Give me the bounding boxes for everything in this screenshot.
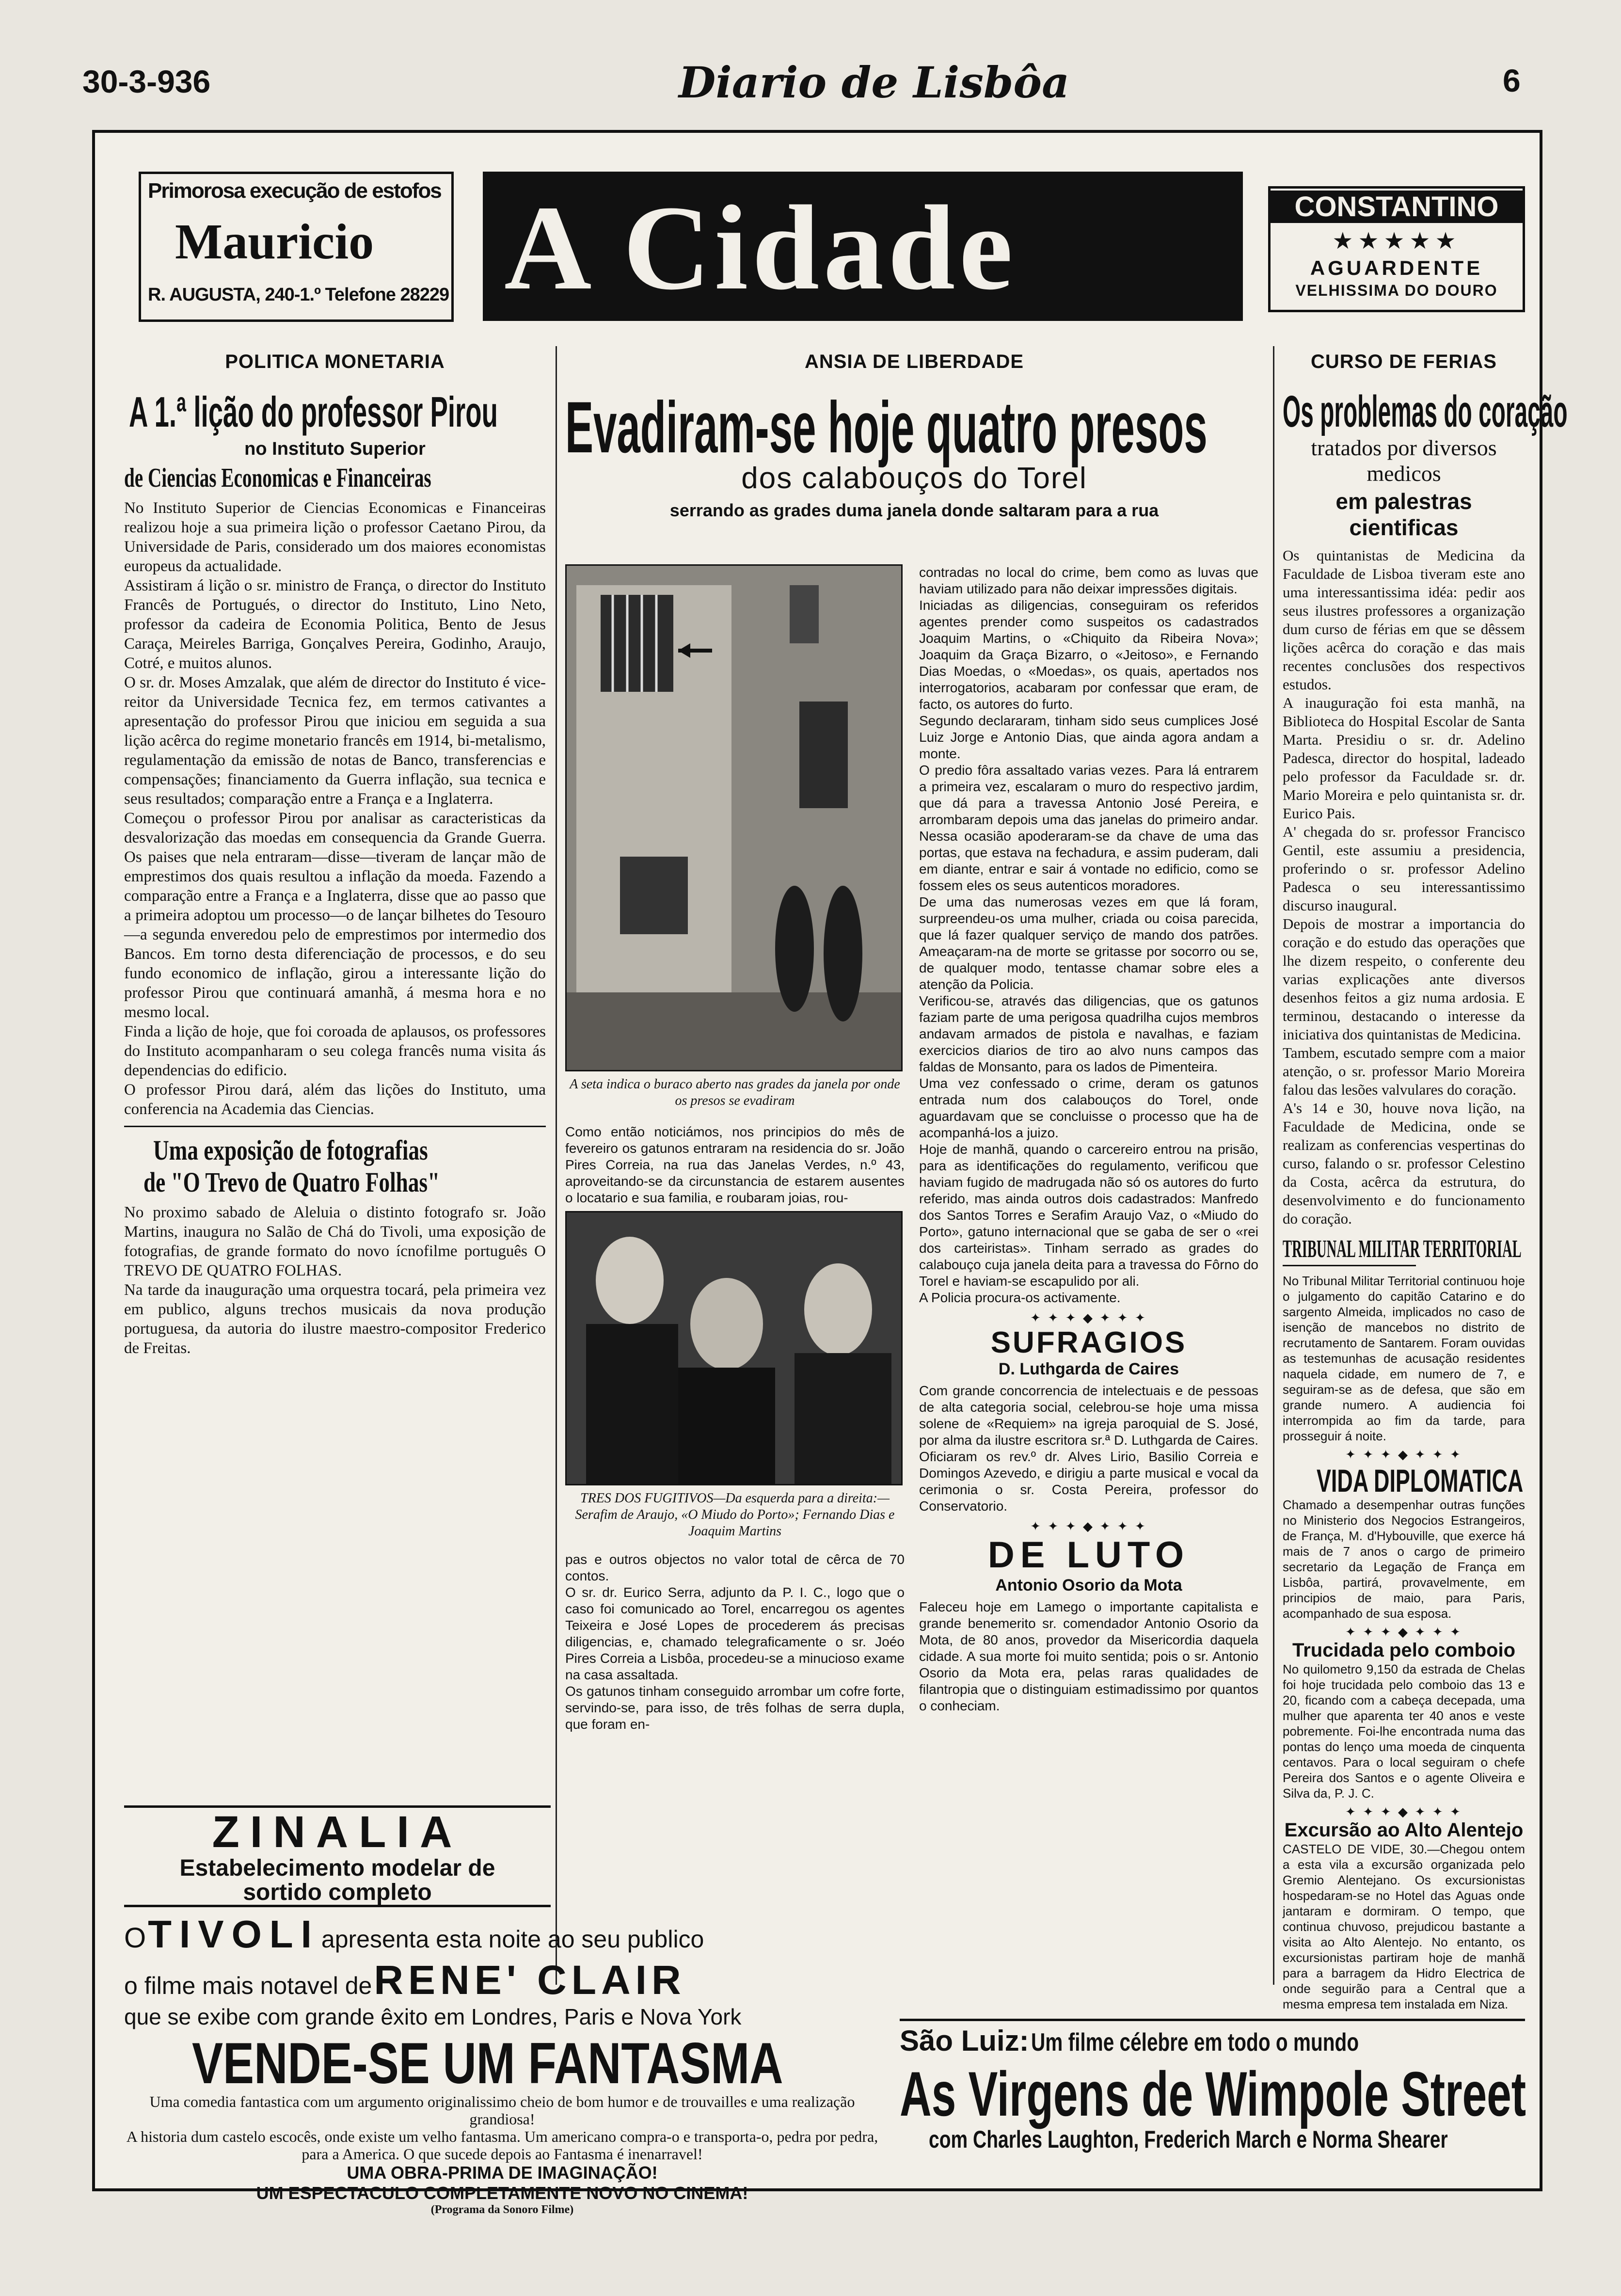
section-label: POLITICA MONETARIA <box>225 351 445 372</box>
excursao-title: Excursão ao Alto Alentejo <box>1284 1819 1524 1841</box>
body-paragraph: Faleceu hoje em Lamego o importante capitalista e grande benemerito sr. comendador Antonio Osorio da Mota, de 80 anos, provedor da Misericordia daquela cidade. A sua morte foi muito sentida; pois o sr. Antonio Osorio da Mota era, pelas raras qualidades de filantropia que o distinguiam estimadissimo por quantos o conheciam. <box>919 1599 1258 1713</box>
mauricio-ad-line1: Primorosa execução de estofos <box>148 179 441 203</box>
zinalia-ad-name: ZINALIA <box>212 1807 463 1857</box>
tivoli-line1-o: O <box>124 1922 146 1954</box>
body-paragraph: Chamado a desempenhar outras funções no Ministerio dos Negocios Estrangeiros, de França, M. d'Hybouville, que exerce há mais de 7 anos o cargo de primeiro secretario da Legação de França em Lisbôa, partirá, provavelmente, em principios de maio, para Paris, acompanhado de sua esposa. <box>1283 1498 1525 1621</box>
body-paragraph: Os gatunos tinham conseguido arrombar um cofre forte, servindo-se, para isso, de três folhas de serra dupla, que foram en- <box>565 1684 905 1732</box>
section-label: ANSIA DE LIBERDADE <box>804 351 1024 372</box>
section-title: A Cidade <box>504 181 1017 315</box>
tribunal-title: TRIBUNAL MILITAR TERRITORIAL <box>1283 1235 1416 1266</box>
body-paragraph: A inauguração foi esta manhã, na Biblioteca do Hospital Escolar de Santa Marta. Presidiu o sr. dr. Adelino Padesca, director do hospital, ladeado pelo professor da Faculdade sr. dr. Mario Moreira e pelo quintanista sr. dr. Eurico Pais. <box>1283 694 1525 822</box>
tivoli-line2-text: o filme mais notavel de <box>124 1972 372 1999</box>
body-paragraph: Segundo declararam, tinham sido seus cumplices José Luiz Jorge e Antonio Dias, que ainda agora andam a monte. <box>919 713 1258 761</box>
body-paragraph: O sr. dr. Eurico Serra, adjunto da P. I. C., logo que o caso foi comunicado ao Torel, encarregou os agentes Teixeira e José Lopes de procederem ás precisas diligencias, e, chamado telegraficamente o sr. Joéo Pires Correia a Lisbôa, procedeu-se a minucioso exame na casa assaltada. <box>565 1585 905 1682</box>
ornament-divider: ✦ ✦ ✦ ◆ ✦ ✦ ✦ <box>1345 1805 1462 1819</box>
article-left-column <box>565 564 905 1733</box>
body-paragraph: Assistiram á lição o sr. ministro de França, o director do Instituto Francês de Portugués, o director do Instituto, Lino Neto, professor da cadeira de Economia Politica, Bento de Jesus Caraça, Meireles Barriga, Gonçalves Pereira, Godinho, Araujo, Cotré, e muitos alunos. <box>124 577 546 672</box>
body-paragraph: O professor Pirou dará, além das lições do Instituto, uma conferencia na Academia das Ciencias. <box>124 1081 546 1118</box>
constantino-ad-name: CONSTANTINO <box>1271 191 1523 223</box>
ornament-divider: ✦ ✦ ✦ ◆ ✦ ✦ ✦ <box>1345 1448 1462 1462</box>
body-paragraph: A's 14 e 30, houve nova lição, na Faculdade de Medicina, onde se realizam as conferencias vespertinas do curso, falando o sr. professor Celestino da Costa, acêrca da estrutura, do desenvolvimento e do funcionamento do coração. <box>1283 1100 1525 1227</box>
constantino-ad <box>1268 186 1525 312</box>
body-paragraph: De uma das numerosas vezes em que lá foram, surpreendeu-os uma mulher, criada ou coisa parecida, que lá fazer qualquer serviço de mando dos patrões. Ameaçaram-na de morte se gritasse por socorro ou se, de qualquer modo, tentasse chamar sobre eles a atenção da Policia. <box>919 894 1258 992</box>
luto-subtitle: Antonio Osorio da Mota <box>995 1576 1182 1594</box>
headline: A 1.ª lição do professor Pirou <box>129 388 498 436</box>
mauricio-ad <box>139 172 454 322</box>
vida-diplomatica-title: VIDA DIPLOMATICA <box>1317 1463 1524 1499</box>
tivoli-desc-4: UM ESPECTACULO COMPLETAMENTE NOVO NO CINEMA! <box>256 2183 748 2203</box>
fugitives-photo <box>565 1211 903 1485</box>
headline: Evadiram-se hoje quatro presos <box>565 386 1208 468</box>
tivoli-line2 <box>124 1957 880 2004</box>
saoluiz-name: São Luiz: <box>900 2025 1029 2057</box>
section-label: CURSO DE FERIAS <box>1311 351 1497 372</box>
zinalia-ad-line1: Estabelecimento modelar de <box>179 1855 495 1881</box>
body-paragraph: A Policia procura-os activamente. <box>919 1290 1121 1305</box>
body-paragraph: Na tarde da inauguração uma orquestra tocará, pela primeira vez em publico, alguns trechos musicais da nova produção portuguesa, da autoria do ilustre maestro-compositor Frederico de Freitas. <box>124 1281 546 1357</box>
saoluiz-film-title: As Virgens de Wimpole Street <box>900 2058 1526 2129</box>
body-paragraph: Começou o professor Pirou por analisar as caracteristicas da desvalorização das moedas em consequencia da Grande Guerra. Os paises que nela entraram—disse—tiveram de lançar mão de emprestimos dos quais resultou a inflação da moeda. Fazendo a comparação entre a França e a Inglaterra, disse que ao passo que a primeira adoptou um processo—o de lançar bilhetes do Tesouro—a segunda enveredou pelo de emprestimos por intermedio dos Bancos. Em torno desta diferenciação de processos, e do seu fundo economico de inflação, girou a interessante lição do professor Pirou que continuará amanhã, á mesma hora e no mesmo local. <box>124 810 546 1021</box>
subheadline-1: no Instituto Superior <box>244 439 426 459</box>
body-paragraph: Com grande concorrencia de intelectuais e de pessoas de alta categoria social, celebrou-se hoje uma missa solene de «Requiem» na igreja paroquial de S. José, por alma da ilustre escritora sr.ª D. Luthgarda de Caires. Oficiaram os rev.º dr. Alves Lirio, Basilio Correia e Domingos Azevedo, e dirigiu a parte musical e vocal da cerimonia o sr. Costa Pereira, professor do Conservatorio. <box>919 1383 1258 1514</box>
body-paragraph: Uma vez confessado o crime, deram os gatunos entrada num dos calabouços do Torel, onde aguardavam que se concluisse o processo que ha de acompanhá-los a juizo. <box>919 1076 1258 1140</box>
body-paragraph: O predio fôra assaltado varias vezes. Para lá entrarem a primeira vez, escalaram o muro do respectivo jardim, que dá para a travessa Antonio José Pereira, e arrombaram depois uma das janelas do primeiro andar. Nessa ocasião apoderaram-se da chave de uma das portas, que estava na fechadura, e assim puderam, dali em diante, entrar e sair á vontade no edificio, como se fossem eles os seus autenticos moradores. <box>919 763 1258 893</box>
mauricio-ad-address: R. AUGUSTA, 240-1.º Telefone 28229 <box>148 285 449 305</box>
issue-date: 30-3-936 <box>82 64 211 99</box>
body-paragraph: A' chegada do sr. professor Francisco Gentil, este assumiu a presidencia, proferindo o sr. professor Adelino Padesca o seu interessantissimo discurso inaugural. <box>1283 823 1525 914</box>
body-paragraph: Hoje de manhã, quando o carcereiro entrou na prisão, para as identificações do regulamento, verificou que haviam fugido de madrugada não só os autores do furto referido, mas ainda outros dois cadastrados: Manfredo dos Santos Torres e Serafim Araujo Vaz, o «Miudo do Porto», gatuno internacional que se gaba de ser o «rei dos carteiristas». Tinham serrado as grades do calabouço cuja janela deita para a travessa do Fôrno do Torel e haviam-se escapulido por ali. <box>919 1142 1258 1289</box>
column-ansia-de-liberdade <box>565 351 1263 1732</box>
body-paragraph: Iniciadas as diligencias, conseguiram os referidos agentes prender como suspeitos os cadastrados Joaquim Martins, o «Chiquito da Ribeira Nova»; Joaquim da Graça Bizarro, o «Jeitoso», e Fernando Dias Moedas, o «Moedas», os quais, apertados nos interrogatorios, acabaram por confessar que eram, de facto, os autores do furto. <box>919 598 1258 712</box>
column-rule-1 <box>556 346 557 1985</box>
section-title-box <box>483 172 1243 321</box>
tivoli-desc-3: UMA OBRA-PRIMA DE IMAGINAÇÃO! <box>347 2163 658 2183</box>
body-paragraph: No proximo sabado de Aleluia o distinto fotografo sr. João Martins, inaugura no Salão de Chá do Tivoli, uma exposição de fotografias, de grande formato do novo ícnofilme português O TREVO DE QUATRO FOLHAS. <box>124 1204 546 1279</box>
ornament-divider: ✦ ✦ ✦ ◆ ✦ ✦ ✦ <box>1030 1519 1147 1533</box>
body-paragraph: No Tribunal Militar Territorial continuou hoje o julgamento do capitão Catarino e do sargento Almeida, implicados no caso de isenção de mancebos no distrito de recrutamento de Santarem. Foram ouvidas as testemunhas de acusação residentes naquela cidade, em numero de 7, e seguiram-se as de defesa, que são em grande numero. A audiencia foi interrompida ao fim da tarde, para prosseguir á noite. <box>1283 1274 1525 1443</box>
tivoli-desc-2: A historia dum castelo escocês, onde existe um velho fantasma. Um americano compra-o e transporta-o, pedra por pedra, para a America. O que sucede depois ao Fantasma é inenarravel! <box>126 2128 878 2163</box>
tivoli-name: TIVOLI <box>148 1913 319 1956</box>
headline: Os problemas do coração <box>1283 387 1568 436</box>
constantino-ad-line2: AGUARDENTE <box>1310 256 1483 279</box>
tivoli-line1 <box>124 1912 880 1957</box>
zinalia-ad-line2: sortido completo <box>243 1880 432 1905</box>
column-rule-2 <box>1273 346 1274 1985</box>
body-paragraph: CASTELO DE VIDE, 30.—Chegou ontem a esta vila a excursão organizada pelo Gremio Alentejano. Os excursionistas hospedaram-se no Hotel das Aguas onde jantaram e dormiram. O tempo, que continua chuvoso, prejudicou bastante a visita ao Alto Alentejo. No entanto, os excursionistas partiram hoje de manhã para a barragem da Hidro Electrica de onde seguirão para a Central que a mesma empresa tem instalada em Niza. <box>1283 1842 1525 2011</box>
luto-title: DE LUTO <box>987 1534 1190 1576</box>
saoluiz-line1 <box>900 2024 1525 2057</box>
body-paragraph: Como então noticiámos, nos principios do mês de fevereiro os gatunos entraram na residencia do sr. João Pires Correia, na rua das Janelas Verdes, n.º 43, aproveitando-se da circunstancia de estarem ausentes o locatario e sua familia, e roubaram joias, rou- <box>565 1124 905 1205</box>
newspaper-name: Diario de Lisbôa <box>679 57 1070 108</box>
body-paragraph: contradas no local do crime, bem como as luvas que haviam utilizado para não deixar impressões digitais. <box>919 565 1258 596</box>
saoluiz-ad <box>900 2019 1525 2176</box>
body-paragraph: pas e outros objectos no valor total de cêrca de 70 contos. <box>565 1552 905 1583</box>
sufragios-title: SUFRAGIOS <box>990 1326 1187 1359</box>
rene-clair: RENE' CLAIR <box>374 1957 686 2003</box>
page-number: 6 <box>1503 63 1521 98</box>
divider <box>124 1126 546 1127</box>
ornament-divider: ✦ ✦ ✦ ◆ ✦ ✦ ✦ <box>1345 1625 1462 1639</box>
body-paragraph: No Instituto Superior de Ciencias Economicas e Financeiras realizou hoje a sua primeira lição o professor Caetano Pirou, da Universidade de Paris, considerado um dos maiores economistas europeus da actualidade. <box>124 499 546 575</box>
body-paragraph: Tambem, escutado sempre com a maior atenção, o sr. professor Mario Moreira falou das lesões valvulares do coração. <box>1283 1044 1525 1098</box>
column-politica-monetaria <box>124 351 546 1358</box>
exposicao-headline-2: de "O Trevo de Quatro Folhas" <box>143 1166 440 1198</box>
subheadline-2: serrando as grades duma janela donde saltaram para a rua <box>669 500 1159 520</box>
trucidada-title: Trucidada pelo comboio <box>1292 1640 1516 1661</box>
body-paragraph: Os quintanistas de Medicina da Faculdade de Lisboa tiveram este ano uma interessantissima idéa: pedir aos seus ilustres professores a organização dum curso de férias em que se dêssem lições acêrca do coração e das mais recentes conclusões dos respectivos estudos. <box>1283 547 1525 693</box>
subheadline-2: em palestras cientificas <box>1335 489 1472 540</box>
subheadline-1: tratados por diversos medicos <box>1311 435 1497 486</box>
saoluiz-tagline: Um filme célebre em todo o mundo <box>1031 2028 1359 2057</box>
mauricio-ad-name: Mauricio <box>175 214 374 270</box>
fugitives-illustration <box>567 1212 901 1484</box>
sufragios-subtitle: D. Luthgarda de Caires <box>998 1360 1179 1378</box>
tivoli-film-title: VENDE-SE UM FANTASMA <box>192 2031 783 2096</box>
saoluiz-cast: com Charles Laughton, Frederich March e Norma Shearer <box>929 2126 1448 2153</box>
body-paragraph: No quilometro 9,150 da estrada de Chelas foi hoje trucidada pelo comboio das 13 e 20, ficando com a cabeça decepada, uma mulher que aparenta ter 40 anos e veste pobremente. Foi-lhe encontrada numa das pontas do lenço uma moeda de cinquenta centavos. Para o local seguiram o chefe Pereira dos Santos e o agente Oliveira e Silva da, P. J. C. <box>1283 1662 1525 1801</box>
body-paragraph: Finda a lição de hoje, que foi coroada de aplausos, os professores do Instituto acompanharam o seu colega francês numa visita ás dependencias do edificio. <box>124 1023 546 1079</box>
article-right-column <box>919 564 1258 1714</box>
zinalia-ad <box>124 1805 551 1907</box>
body-paragraph: Verificou-se, através das diligencias, que os gatunos faziam parte de uma perigosa quadrilha cujos membros andavam armados de pistola e navalhas, e faziam exercicios diarios de tiro ao alvo nuns campos das faldas de Monsanto, para os lados de Pimenteira. <box>919 993 1258 1074</box>
page-frame <box>92 130 1568 2216</box>
tivoli-ad <box>124 1912 880 2216</box>
photo-caption: TRES DOS FUGITIVOS—Da esquerda para a direita:—Serafim de Araujo, «O Miudo do Porto»; Fernando Dias e Joaquim Martins <box>575 1491 895 1539</box>
constantino-ad-line3: VELHISSIMA DO DOURO <box>1295 282 1498 299</box>
body-paragraph: Depois de mostrar a importancia do coração e do estudo das operações que lhe dizem respeito, o conferente deu varias explicações ante diversos desenhos feitos a giz numa ardosia. E terminou, destacando o interesse da iniciativa dos quintanistas de Medicina. <box>1283 915 1525 1043</box>
subheadline: dos calabouços do Torel <box>741 462 1087 495</box>
tivoli-desc-5: (Programa da Sonoro Filme) <box>430 2203 574 2216</box>
column-curso-de-ferias <box>1283 351 1568 2012</box>
tivoli-desc-1: Uma comedia fantastica com um argumento originalissimo cheio de bom humor e de trouvailles e uma realização grandiosa! <box>149 2093 855 2128</box>
tivoli-line3: que se exibe com grande êxito em Londres, Paris e Nova York <box>124 2004 742 2029</box>
body-paragraph: O sr. dr. Moses Amzalak, que além de director do Instituto é vice-reitor da Universidade Tecnica fez, em termos cativantes a apresentação do professor Pirou que iniciou em seguida a sua lição acêrca do regime monetario francês em 1914, bi-metalismo, regulamentação da emissão de notas de Banco, transferencias e compensações; financiamento da Guerra inflação, sua tecnica e seus resultados; comparação entre a França e a Inglaterra. <box>124 674 546 808</box>
prison-window-photo <box>565 564 903 1071</box>
tivoli-line1-rest: apresenta esta noite ao seu publico <box>321 1926 704 1953</box>
ornament-divider: ✦ ✦ ✦ ◆ ✦ ✦ ✦ <box>1030 1311 1147 1325</box>
exposicao-headline-1: Uma exposição de fotografias <box>153 1134 428 1166</box>
subheadline-2: de Ciencias Economicas e Financeiras <box>124 463 431 493</box>
photo-caption: A seta indica o buraco aberto nas grades da janela por onde os presos se evadiram <box>570 1077 900 1108</box>
prison-window-illustration <box>567 566 901 1070</box>
constantino-ad-stars: ★★★★★ <box>1332 227 1461 255</box>
